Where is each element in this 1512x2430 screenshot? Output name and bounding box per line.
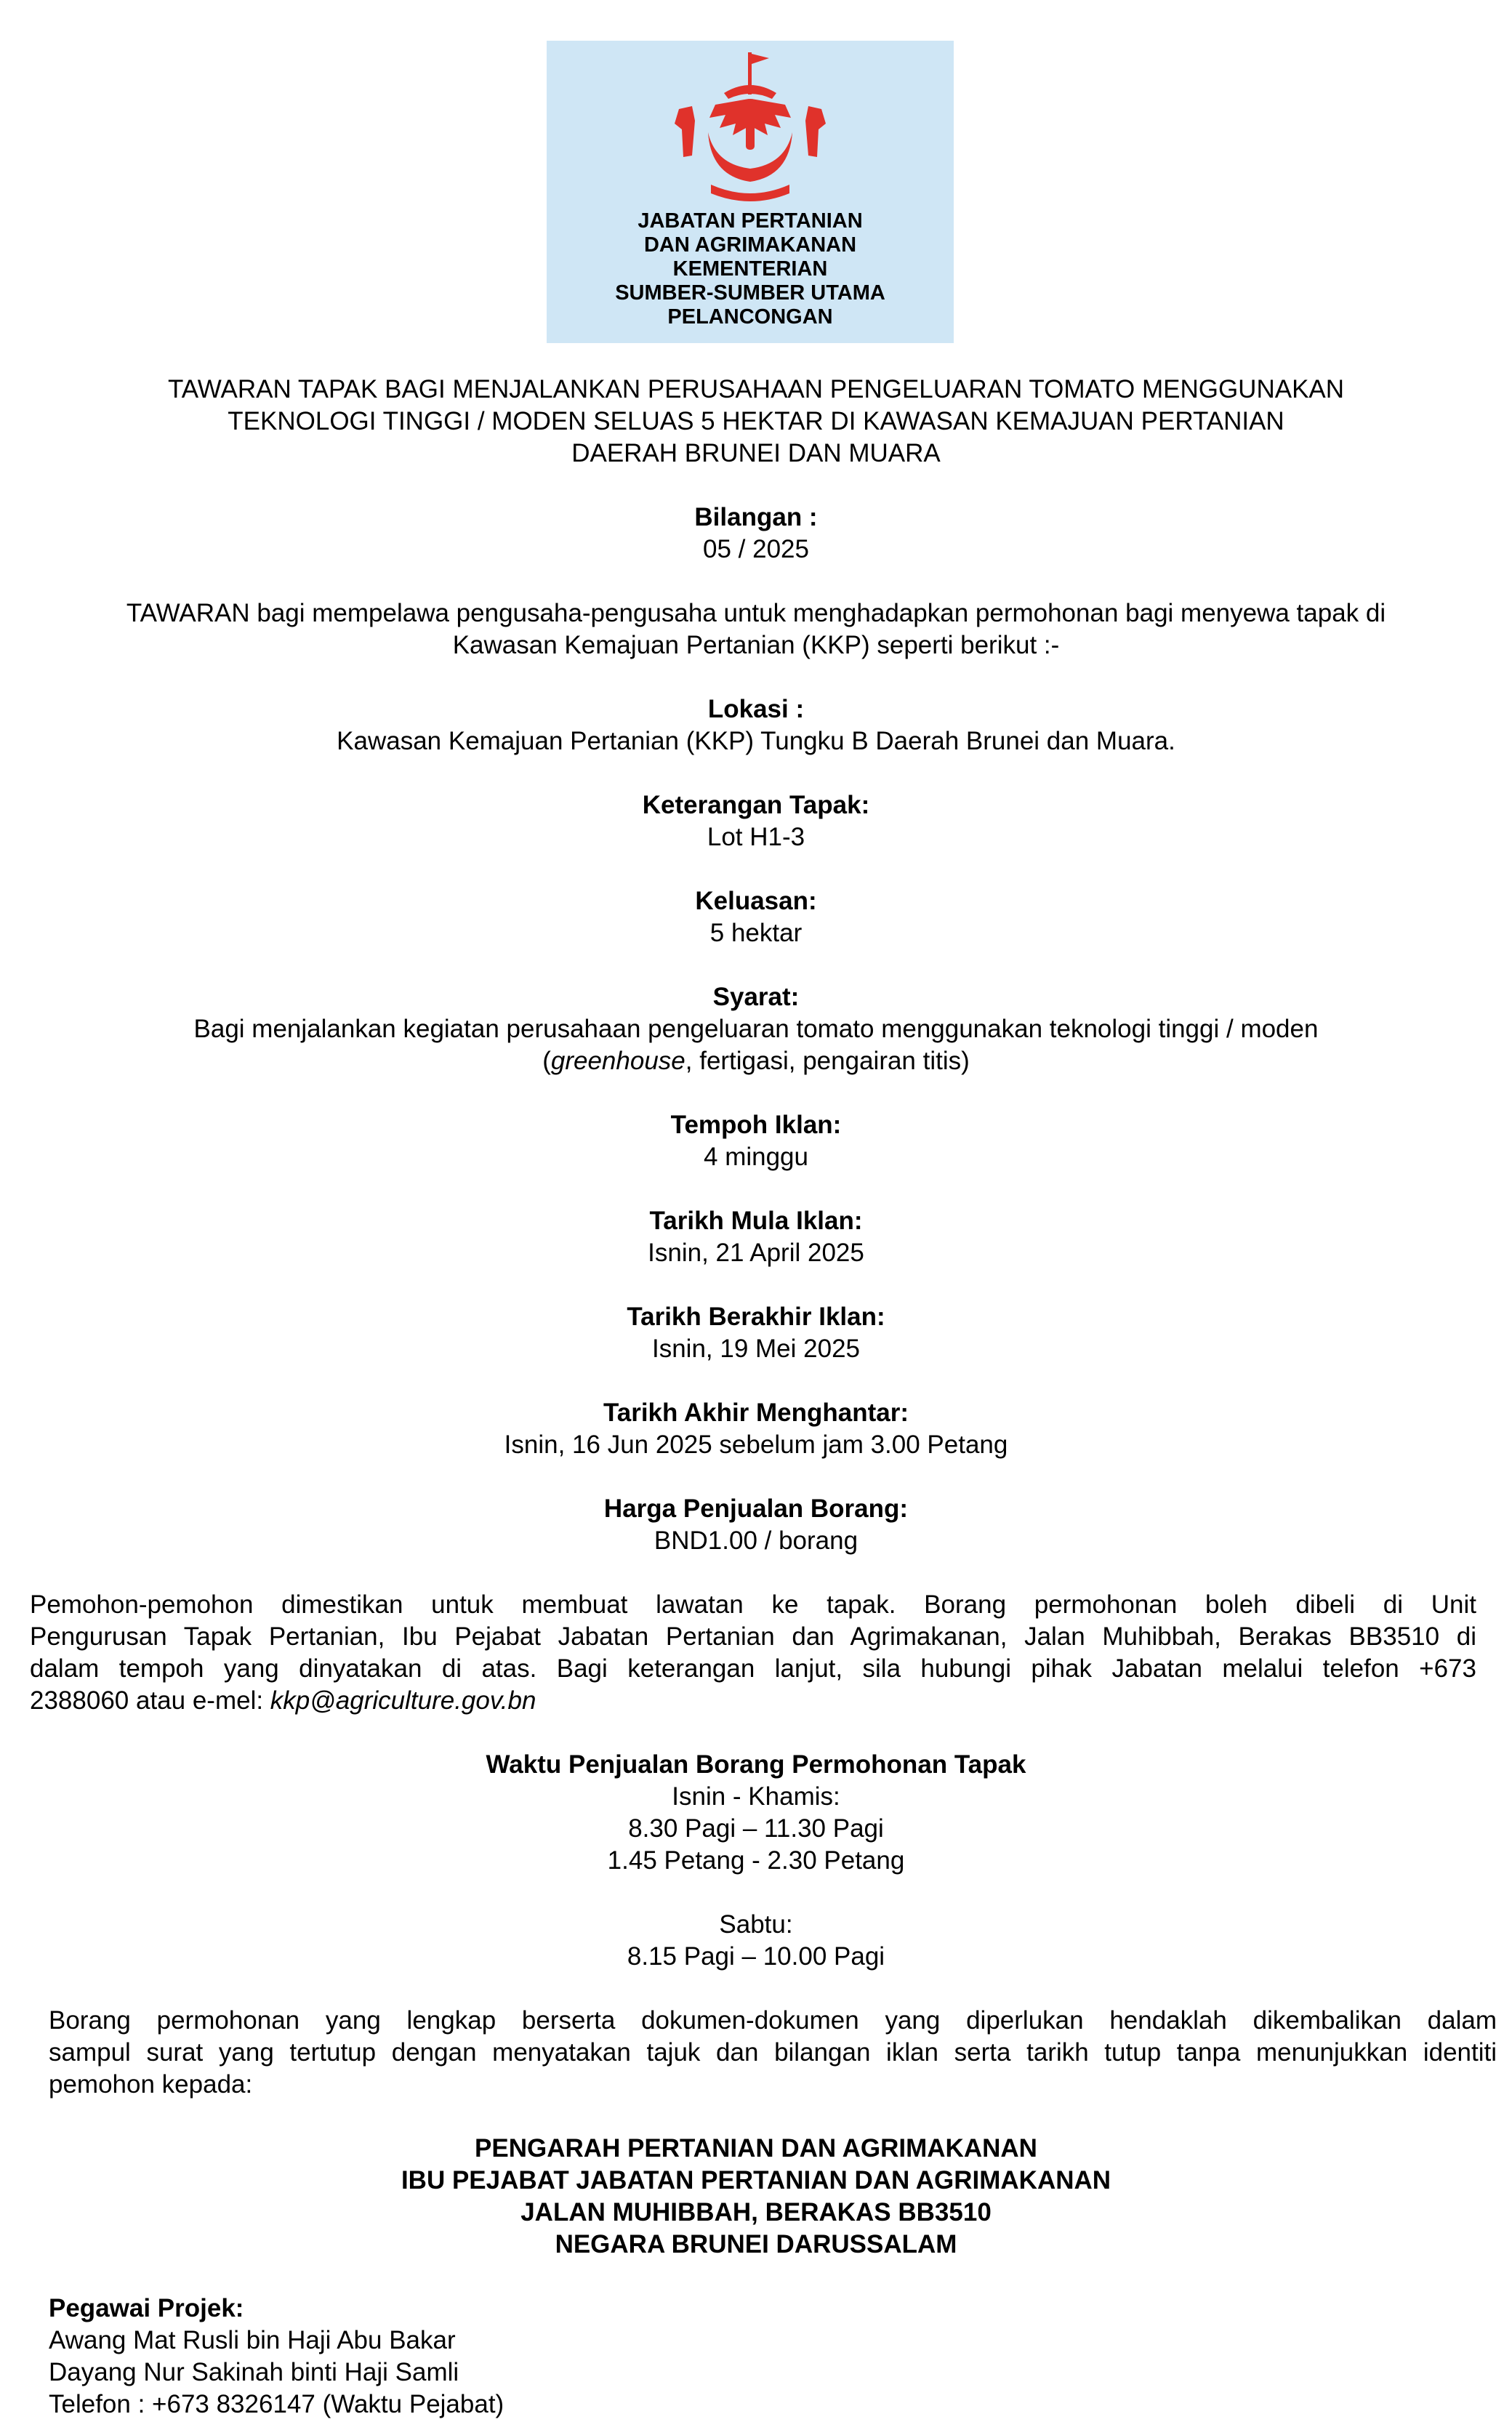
berakhir-label: Tarikh Berakhir Iklan:	[627, 1303, 885, 1331]
info-line-1: Pemohon-pemohon dimestikan untuk membuat lawatan ke tapak. Borang permohonan boleh dibeli di Unit	[30, 1590, 1476, 1619]
title-line-2: TEKNOLOGI TINGGI / MODEN SELUAS 5 HEKTAR DI KAWASAN KEMAJUAN PERTANIAN	[228, 407, 1284, 435]
syarat-rest: , fertigasi, pengairan titis)	[685, 1047, 970, 1075]
email-link[interactable]: kkp@agriculture.gov.bn	[270, 1686, 536, 1715]
syarat-line-2	[0, 1045, 1512, 1077]
keterangan-label: Keterangan Tapak:	[642, 791, 870, 819]
syarat-open-paren: (	[542, 1047, 551, 1075]
tempoh-label: Tempoh Iklan:	[670, 1111, 842, 1139]
submission-line-2: sampul surat yang tertutup dengan menyatakan tajuk dan bilangan iklan serta tarikh tutup tanpa menunjukkan identiti	[49, 2038, 1497, 2067]
logo-text-line: DAN AGRIMAKANAN	[643, 233, 857, 257]
logo-text-line: KEMENTERIAN	[672, 257, 828, 281]
submission-paragraph	[49, 2005, 1497, 2101]
mula-value: Isnin, 21 April 2025	[648, 1239, 864, 1267]
logo-text	[547, 209, 954, 329]
intro-line-1: TAWARAN bagi mempelawa pengusaha-pengusaha untuk menghadapkan permohonan bagi menyewa tapak di	[126, 599, 1386, 627]
waktu-slot-3: 8.15 Pagi – 10.00 Pagi	[627, 1942, 885, 1971]
waktu-saturday: Sabtu:	[719, 1910, 793, 1939]
lokasi-value: Kawasan Kemajuan Pertanian (KKP) Tungku B Daerah Brunei dan Muara.	[337, 727, 1175, 755]
waktu-label: Waktu Penjualan Borang Permohonan Tapak	[486, 1750, 1026, 1779]
bilangan-label: Bilangan :	[694, 503, 818, 531]
akhir-label: Tarikh Akhir Menghantar:	[603, 1399, 909, 1427]
title-line-3: DAERAH BRUNEI DAN MUARA	[571, 439, 941, 467]
submission-line-1: Borang permohonan yang lengkap berserta dokumen-dokumen yang diperlukan hendaklah dikembalikan dalam	[49, 2006, 1497, 2035]
brunei-crest-icon	[663, 48, 837, 208]
harga-value: BND1.00 / borang	[654, 1526, 858, 1555]
akhir-value: Isnin, 16 Jun 2025 sebelum jam 3.00 Petang	[504, 1431, 1008, 1459]
info-line-2: Pengurusan Tapak Pertanian, Ibu Pejabat Jabatan Pertanian dan Agrimakanan, Jalan Muhibbah, Berakas BB3510 di	[30, 1622, 1476, 1651]
pegawai-name-1: Awang Mat Rusli bin Haji Abu Bakar	[49, 2326, 456, 2354]
address-line-1: PENGARAH PERTANIAN DAN AGRIMAKANAN	[475, 2134, 1037, 2163]
pegawai-phone: Telefon : +673 8326147 (Waktu Pejabat)	[49, 2390, 504, 2418]
address-line-2: IBU PEJABAT JABATAN PERTANIAN DAN AGRIMAKANAN	[401, 2166, 1111, 2194]
logo-text-line: SUMBER-SUMBER UTAMA	[615, 281, 885, 305]
logo-text-line: JABATAN PERTANIAN	[638, 209, 863, 233]
syarat-line-1: Bagi menjalankan kegiatan perusahaan pengeluaran tomato menggunakan teknologi tinggi / moden	[193, 1015, 1319, 1043]
pegawai-label: Pegawai Projek:	[49, 2294, 244, 2322]
submission-line-3: pemohon kepada:	[49, 2070, 253, 2099]
address-line-3: JALAN MUHIBBAH, BERAKAS BB3510	[520, 2198, 992, 2226]
info-paragraph	[30, 1589, 1476, 1717]
keluasan-value: 5 hektar	[709, 919, 803, 947]
department-logo	[547, 41, 954, 343]
keluasan-label: Keluasan:	[695, 887, 817, 915]
mula-label: Tarikh Mula Iklan:	[649, 1207, 863, 1235]
logo-text-line: PELANCONGAN	[667, 305, 833, 329]
waktu-slot-2: 1.45 Petang - 2.30 Petang	[607, 1846, 905, 1875]
syarat-label: Syarat:	[712, 983, 800, 1011]
info-line-4-prefix: 2388060 atau e-mel:	[30, 1686, 270, 1715]
berakhir-value: Isnin, 19 Mei 2025	[651, 1335, 860, 1363]
info-line-4	[30, 1685, 1476, 1717]
harga-label: Harga Penjualan Borang:	[603, 1494, 909, 1523]
waktu-slot-1: 8.30 Pagi – 11.30 Pagi	[628, 1814, 884, 1843]
keterangan-value: Lot H1-3	[707, 823, 805, 851]
lokasi-label: Lokasi :	[707, 695, 805, 723]
pegawai-name-2: Dayang Nur Sakinah binti Haji Samli	[49, 2358, 459, 2386]
tempoh-value: 4 minggu	[704, 1143, 808, 1171]
waktu-weekday: Isnin - Khamis:	[672, 1782, 840, 1811]
intro-line-2: Kawasan Kemajuan Pertanian (KKP) seperti berikut :-	[452, 631, 1060, 659]
title-line-1: TAWARAN TAPAK BAGI MENJALANKAN PERUSAHAAN PENGELUARAN TOMATO MENGGUNAKAN	[167, 375, 1345, 403]
bilangan-value: 05 / 2025	[703, 535, 809, 563]
syarat-italic-term: greenhouse	[550, 1047, 685, 1075]
address-line-4: NEGARA BRUNEI DARUSSALAM	[555, 2230, 957, 2258]
info-line-3: dalam tempoh yang dinyatakan di atas. Bagi keterangan lanjut, sila hubungi pihak Jabatan melalui telefon +673	[30, 1654, 1476, 1683]
